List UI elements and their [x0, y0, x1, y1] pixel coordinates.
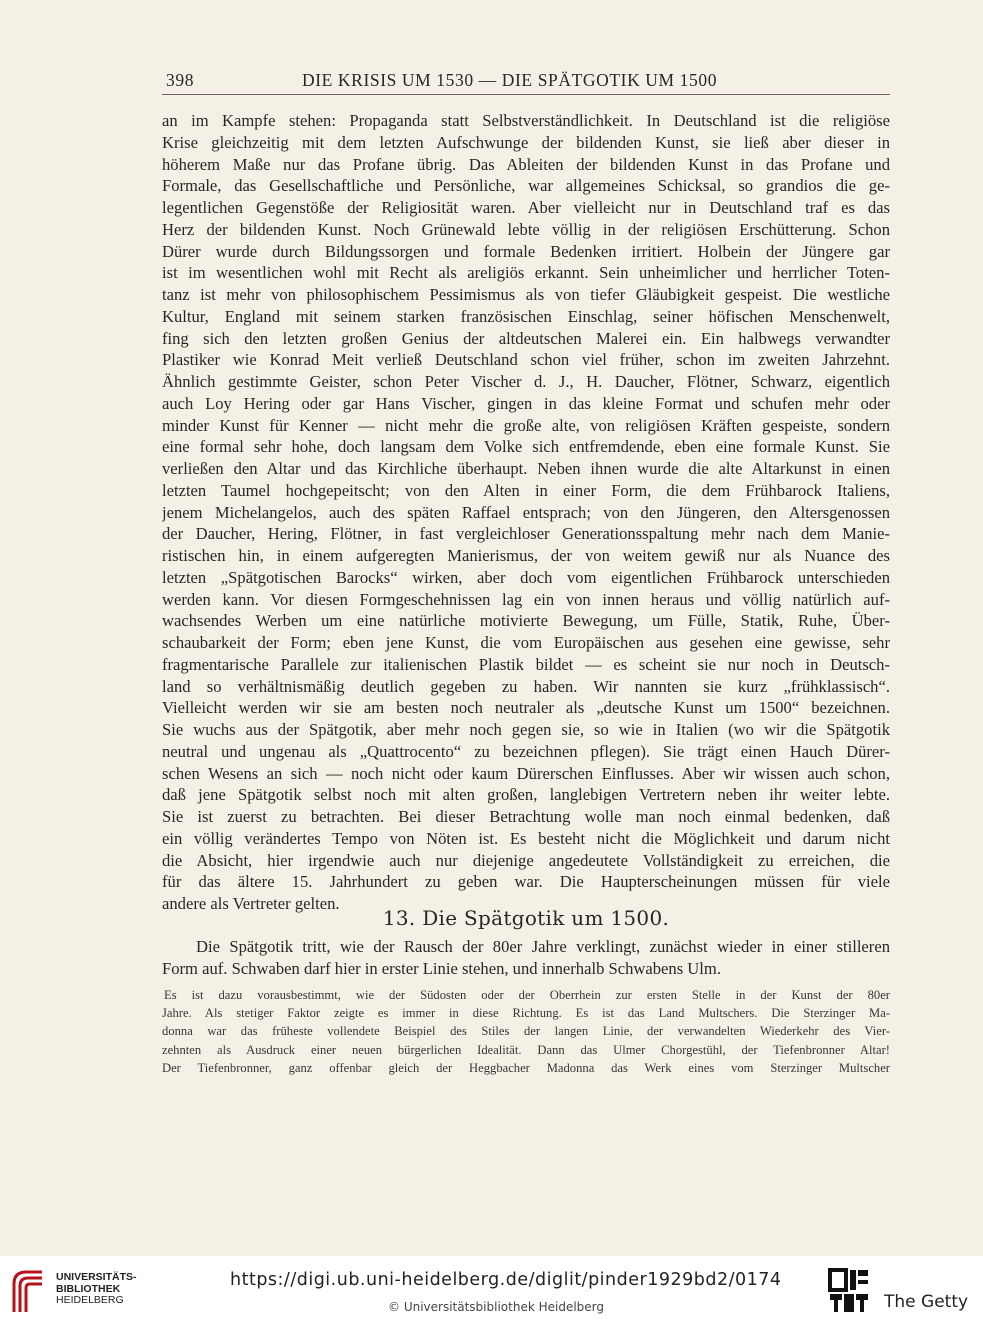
text-line: land so verhältnismäßig deutlich gegeben zu haben. Wir nannten sie kurz „frühklassisch“.: [162, 676, 890, 696]
text-line: Jahre. Als stetiger Faktor zeigte es immer in diese Richtung. Es ist das Land Multschers. Die Sterzinger Ma-: [162, 1006, 890, 1021]
text-line: fragmentarische Parallele zur italienischen Plastik bildet — es scheint sie nur noch in Deutsch-: [162, 654, 890, 674]
text-line: an im Kampfe stehen: Propaganda statt Selbstverständlichkeit. In Deutschland ist die religiöse: [162, 111, 890, 130]
section-heading: 13. Die Spätgotik um 1500.: [382, 906, 670, 930]
text-line: daß jene Spätgotik selbst noch mit alten großen, langlebigen Vertretern neben ihr weiter lebte.: [162, 785, 890, 805]
text-line: Der Tiefenbronner, ganz offenbar gleich der Heggbacher Madonna das Werk eines vom Sterzinger Multscher: [162, 1060, 890, 1075]
running-title: DIE KRISIS UM 1530 — DIE SPÄTGOTIK UM 1500: [302, 70, 718, 90]
text-line: Vielleicht werden wir sie am besten noch neutraler als „deutsche Kunst um 1500“ bezeichnen.: [162, 698, 890, 718]
small-print-paragraph: [162, 986, 890, 1077]
footer-bar: [0, 1256, 983, 1328]
copyright-notice: © Universitätsbibliothek Heidelberg: [388, 1300, 605, 1314]
text-line: Dürer wurde durch Bildungssorgen und formale Bedenken irritiert. Holbein der Jüngere gar: [162, 241, 890, 261]
text-line: höherem Maße nur das Profane übrig. Das Ableiten der bildenden Kunst in das Profane und: [162, 154, 890, 174]
text-line: Sie wuchs aus der Spätgotik, aber mehr noch gegen sie, so wie in Italien (wo wir die Spätgotik: [162, 720, 890, 739]
body-paragraph: [162, 110, 890, 915]
running-header: [162, 68, 890, 95]
text-line: legentlichen Gegenstöße der Religiosität waren. Aber vielleicht nur in Deutschland traf es das: [162, 198, 890, 217]
text-line: Die Spätgotik tritt, wie der Rausch der 80er Jahre verklingt, zunächst wieder in einer stilleren: [196, 937, 890, 956]
text-line: Plastiker wie Konrad Meit verließ Deutschland schon viel früher, schon im zweiten Jahrzehnt.: [162, 350, 890, 370]
text-line: minder Kunst für Kenner — nicht mehr die große alte, von religiösen Kräften gespeiste, sondern: [162, 415, 890, 435]
text-line: tanz ist mehr von philosophischem Pessimismus als von tiefer Gläubigkeit gespeist. Die westliche: [162, 285, 890, 304]
text-line: fing sich den letzten großen Genius der altdeutschen Malerei ein. Ein halbwegs verwandter: [162, 328, 890, 348]
text-line: schen Wesens an sich — noch nicht oder kaum Dürerschen Einflusses. Aber wir wissen auch schon,: [162, 763, 890, 783]
text-line: ist im wesentlichen wohl mit Recht als areligiös erkannt. Sein unheimlicher und herrlicher Toten-: [162, 263, 890, 283]
text-line: eine formal sehr hohe, doch langsam dem Volke sich entfremdende, eben eine formale Kunst. Sie: [162, 437, 890, 457]
text-line: letzten „Spätgotischen Barocks“ wirken, aber doch vom eigentlichen Frühbarock unterschieden: [162, 567, 890, 587]
text-line: Formale, das Gesellschaftliche und Persönliche, war allgemeines Schicksal, so grandios die ge-: [162, 176, 890, 196]
university-library-name: UNIVERSITÄTS- BIBLIOTHEK HEIDELBERG: [56, 1271, 137, 1306]
university-library-logo-icon: [10, 1266, 46, 1316]
text-line: neutral und ungenau als „Quattrocento“ zu bezeichnen pflegen). Sie trägt einen Hauch Dürer-: [162, 741, 890, 761]
text-line: verließen den Altar und das Kirchliche überhaupt. Neben ihnen wurde die alte Altarkunst in einen: [162, 459, 890, 478]
text-line: donna war das früheste vollendete Beispiel des Stiles der langen Linie, der verwandelten Wiederkehr des Vier-: [162, 1024, 890, 1039]
section-paragraph: [162, 936, 890, 980]
getty-partner-name: The Getty: [884, 1292, 969, 1312]
text-line: letzten Taumel hochgepeitscht; von den Alten in einer Form, die dem Frühbarock Italiens,: [162, 480, 890, 500]
text-line: andere als Vertreter gelten.: [162, 894, 340, 913]
text-line: Es ist dazu vorausbestimmt, wie der Südosten oder der Oberrhein zur ersten Stelle in der Kunst der 80er: [164, 988, 890, 1002]
text-line: für das ältere 15. Jahrhundert zu geben war. Die Haupterscheinungen müssen für viele: [162, 872, 890, 892]
text-line: Ähnlich gestimmte Geister, schon Peter Vischer d. J., H. Daucher, Flötner, Schwarz, eigentlich: [162, 372, 890, 391]
permalink-url[interactable]: https://digi.ub.uni-heidelberg.de/diglit/pinder1929bd2/0174: [230, 1270, 782, 1290]
getty-logo-icon: [828, 1268, 870, 1314]
text-line: Kultur, England mit seinem starken französischen Einschlag, seiner höfischen Menschenwelt,: [162, 306, 890, 326]
text-line: Form auf. Schwaben darf hier in erster Linie stehen, und innerhalb Schwabens Ulm.: [162, 958, 721, 978]
text-line: zehnten als Ausdruck einer neuen bürgerlichen Idealität. Dann das Ulmer Chorgestühl, der Tiefenbronner Altar!: [162, 1042, 890, 1057]
text-line: auch Loy Hering oder gar Hans Vischer, gingen in das kleine Format und schufen mehr oder: [162, 393, 890, 413]
text-line: wachsendes Werben um eine natürliche motivierte Bewegung, um Fülle, Statik, Ruhe, Über-: [162, 611, 890, 631]
text-line: die Absicht, hier irgendwie auch nur diejenige angedeutete Vollständigkeit zu erreichen, die: [162, 850, 890, 870]
text-line: Sie ist zuerst zu betrachten. Bei dieser Betrachtung wolle man noch einmal bedenken, daß: [162, 807, 890, 826]
text-line: werden kann. Vor diesen Formgeschehnissen lag ein von innen heraus und völlig natürlich auf-: [162, 589, 890, 609]
text-line: Krise gleichzeitig mit dem letzten Aufschwunge der bildenden Kunst, sie ließ aber dieser in: [162, 132, 890, 152]
text-line: ein völlig verändertes Tempo von Nöten ist. Es besteht nicht die Möglichkeit und darum nicht: [162, 828, 890, 848]
text-line: Herz der bildenden Kunst. Noch Grünewald lebte völlig in der religiösen Erschütterung. Schon: [162, 219, 890, 239]
text-line: der Daucher, Hering, Flötner, in fast vergleichloser Generationsspaltung mehr nach dem Manie-: [162, 524, 890, 544]
text-line: schaubarkeit der Form; eben jene Kunst, die vom Europäischen aus gesehen eine gewisse, sehr: [162, 633, 890, 652]
text-line: ristischen hin, in einem aufgeregten Manierismus, der von weitem gewiß nur als Nuance des: [162, 546, 890, 565]
text-line: jenem Michelangelos, auch des späten Raffael entsprach; von den Jüngeren, den Altersgenossen: [162, 502, 890, 522]
page-number: 398: [166, 70, 195, 90]
